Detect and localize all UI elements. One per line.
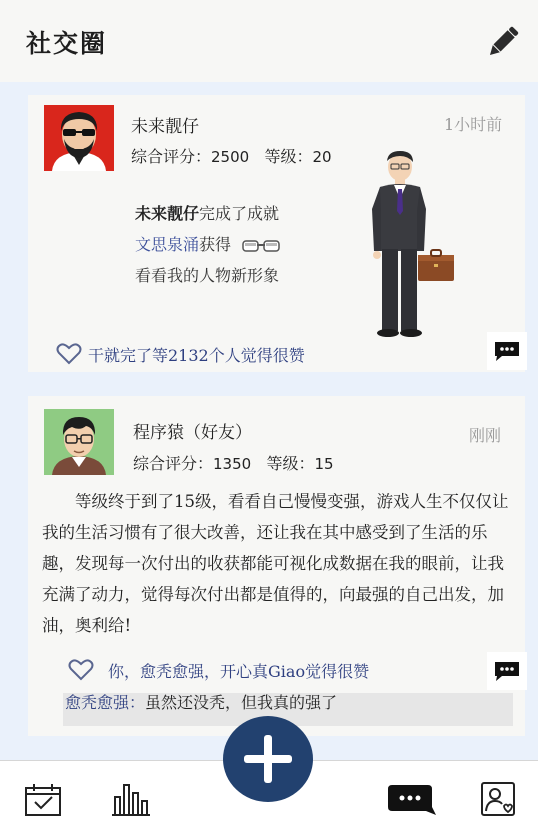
bar-chart-icon[interactable]: [110, 781, 152, 817]
profile-card-icon[interactable]: [480, 781, 516, 817]
achievement-line-1: [135, 201, 279, 224]
comment-button[interactable]: [487, 332, 527, 370]
plus-icon: [240, 731, 296, 787]
level-value: 20: [312, 148, 332, 166]
achievement-line-3: 看看我的人物新形象: [135, 266, 280, 285]
sunglasses-icon: [242, 239, 280, 253]
calendar-check-icon[interactable]: [24, 783, 62, 817]
level-label: 等级：: [264, 147, 313, 166]
achievement-title: 文思泉涌: [135, 235, 200, 254]
post-card: [28, 95, 525, 372]
score-line: [131, 144, 332, 167]
likes-text: 干就完了等2132个人觉得很赞: [88, 345, 305, 365]
username[interactable]: 未来靓仔: [131, 117, 199, 137]
achievement-user: 未来靓仔: [135, 204, 200, 223]
comment-icon: [492, 660, 522, 682]
chat-icon[interactable]: [388, 783, 438, 817]
add-post-button[interactable]: [223, 716, 313, 802]
username[interactable]: 程序猿（好友）: [133, 423, 252, 443]
likes-text: 你，愈秃愈强，开心真Giao觉得很赞: [108, 661, 370, 681]
post-card: [28, 396, 525, 736]
score-label: 综合评分：: [131, 147, 212, 166]
pencil-icon[interactable]: [484, 25, 520, 61]
score-value: 2500: [211, 148, 250, 166]
level-value: 15: [314, 455, 334, 473]
score-line: [133, 451, 334, 474]
post-time: 刚刚: [469, 426, 502, 445]
page-title: 社交圈: [26, 29, 108, 58]
avatar[interactable]: [44, 409, 114, 475]
avatar[interactable]: [44, 105, 114, 171]
comment-icon: [492, 340, 522, 362]
comment-button[interactable]: [487, 652, 527, 690]
reply-user[interactable]: 愈秃愈强：: [65, 693, 146, 712]
post-time: 1小时前: [444, 115, 503, 134]
reply-text: 虽然还没秃，但我真的强了: [145, 693, 338, 712]
achievement-line-2: [135, 232, 280, 255]
avatar-programmer-icon: [44, 409, 114, 475]
businessman-character-icon: [370, 151, 456, 337]
score-value: 1350: [213, 455, 252, 473]
achievement-text: 获得: [199, 235, 232, 254]
score-label: 综合评分：: [133, 454, 214, 473]
heart-icon[interactable]: [56, 342, 82, 366]
heart-icon[interactable]: [68, 658, 94, 682]
likes-row: [68, 658, 369, 682]
level-label: 等级：: [266, 454, 315, 473]
app-header: [0, 0, 538, 82]
avatar-cool-guy-icon: [44, 105, 114, 171]
likes-row: [56, 342, 305, 366]
post-text: 等级终于到了15级，看看自己慢慢变强，游戏人生不仅仅让我的生活习惯有了很大改善，还让我在其中感受到了生活的乐趣，发现每一次付出的收获都能可视化成数据在我的眼前，让我充满了动力，觉得每次付出都是值得的，向最强的自己出发，加油，奥利给!: [42, 492, 509, 635]
achievement-text: 完成了成就: [199, 204, 280, 223]
